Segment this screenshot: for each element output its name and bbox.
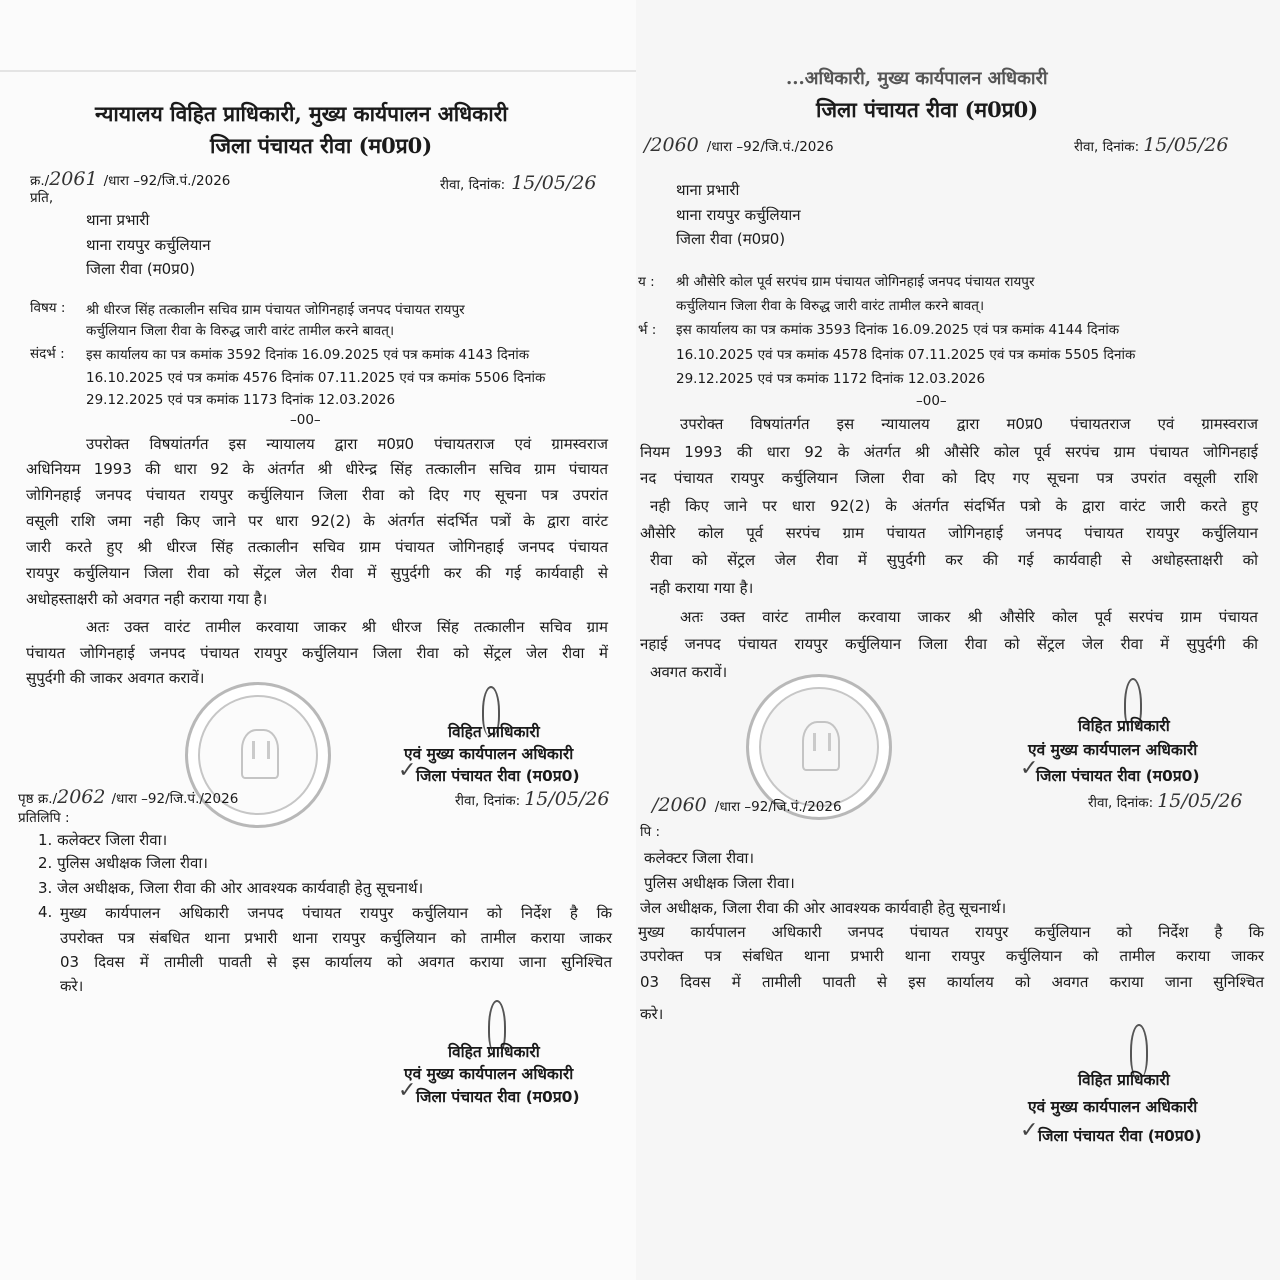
right-letter [636,0,1280,1280]
left-ref-number: क्र./2061 /धारा –92/जि.पं./2026 [30,168,231,190]
right-subject-line1: श्री औसेरि कोल पूर्व सरपंच ग्राम पंचायत जोगिनहाई जनपद पंचायत रायपुर [676,274,1035,290]
right-date: रीवा, दिनांक: 15/05/26 [1074,134,1229,156]
handwritten-ref-no: 2061 [49,168,98,190]
left-copy-item-4-line1: मुख्य कार्यपालन अधिकारी जनपद पंचायत रायपुर कर्चुलियान को निर्देश है कि [60,904,612,922]
right-addressee-1: थाना प्रभारी [676,181,740,199]
right-para1-line7: नही कराया गया है। [650,579,754,597]
left-copy-item-4-line2: उपरोक्त पत्र संबधित थाना प्रभारी थाना रायपुर कर्चुलियान को तामील कराया जाकर [60,929,612,947]
right-sign2-title3: जिला पंचायत रीवा (म0प्र0) [1038,1127,1202,1145]
right-copy-item-4-line3: 03 दिवस में तामीली पावती से इस कार्यालय को अवगत कराया जाना सुनिश्चित [640,973,1264,991]
handwritten-ref-no: /2060 [644,134,699,156]
left-sign2-title2: एवं मुख्य कार्यपालन अधिकारी [404,1065,574,1083]
left-copy-item-2: 2. पुलिस अधीक्षक जिला रीवा। [38,854,208,872]
left-para1-line7: अधोहस्ताक्षरी को अवगत नही कराया गया है। [26,590,268,608]
left-addressee-2: थाना रायपुर कर्चुलियान [86,236,211,254]
right-reference-line3: 29.12.2025 एवं पत्र कमांक 1172 दिनांक 12.03.2026 [676,371,986,387]
left-divider: –00– [290,412,321,428]
left-copy-item-1: 1. कलेक्टर जिला रीवा। [38,831,168,849]
handwritten-page-no: 2062 [57,786,106,808]
left-date: रीवा, दिनांक: 15/05/26 [440,172,597,194]
right-date2: रीवा, दिनांक: 15/05/26 [1088,790,1243,812]
left-sign-title1: विहित प्राधिकारी [448,723,540,741]
left-header-line2: जिला पंचायत रीवा (म0प्र0) [210,133,433,158]
left-subject-line2: कर्चुलियान जिला रीवा के विरुद्ध जारी वारंट तामील करने बावत्। [86,323,395,339]
left-header-line1: न्यायालय विहित प्राधिकारी, मुख्य कार्यपालन अधिकारी [95,101,508,126]
left-addressee-1: थाना प्रभारी [86,211,150,229]
left-para1-line4: वसूली राशि जमा नही किए जाने पर धारा 92(2) के अंतर्गत संदर्भित पत्रों के द्वारा वारंट [26,512,608,530]
left-para2-line1: अतः उक्त वारंट तामील करवाया जाकर श्री धीरज सिंह तत्कालीन सचिव ग्राम [86,618,608,636]
right-sign2-title2: एवं मुख्य कार्यपालन अधिकारी [1028,1098,1198,1116]
left-sign-title3: जिला पंचायत रीवा (म0प्र0) [416,767,580,785]
right-para2-line3: अवगत करावें। [650,663,728,681]
left-reference-line1: इस कार्यालय का पत्र कमांक 3592 दिनांक 16.09.2025 एवं पत्र कमांक 4143 दिनांक [86,347,530,363]
right-para1-line3: नद पंचायत रायपुर कर्चुलियान जिला रीवा को दिए गए सूचना पत्र उपरांत वसूली राशि [640,469,1258,487]
right-copy-item-4-line4: करे। [640,1005,664,1023]
left-reference-line2: 16.10.2025 एवं पत्र कमांक 4576 दिनांक 07.11.2025 एवं पत्र कमांक 5506 दिनांक [86,370,546,386]
right-para1-line2: नियम 1993 की धारा 92 के अंतर्गत श्री औसेरि कोल पूर्व सरपंच ग्राम पंचायत जोगिनहाई [640,443,1258,461]
right-subject-line2: कर्चुलियान जिला रीवा के विरुद्ध जारी वारंट तामील करने बावत्। [676,298,985,314]
right-copy-item-2: पुलिस अधीक्षक जिला रीवा। [644,874,795,892]
right-para1-line1: उपरोक्त विषयांतर्गत इस न्यायालय द्वारा म0प्र0 पंचायतराज एवं ग्रामस्वराज [680,415,1258,433]
right-copy-item-1: कलेक्टर जिला रीवा। [644,849,755,867]
signature-tick-2: ✓ [398,1078,417,1103]
left-sign2-title1: विहित प्राधिकारी [448,1043,540,1061]
left-date2: रीवा, दिनांक: 15/05/26 [455,788,610,810]
signature-tick: ✓ [398,758,417,783]
right-sign2-title1: विहित प्राधिकारी [1078,1071,1170,1089]
handwritten-date: 15/05/26 [511,172,597,194]
left-para1-line5: जारी करते हुए श्री धीरज सिंह तत्कालीन सचिव ग्राम पंचायत जोगिनहाई जनपद पंचायत [26,538,608,556]
left-addressee-3: जिला रीवा (म0प्र0) [86,260,196,278]
right-copy-item-3: जेल अधीक्षक, जिला रीवा की ओर आवश्यक कार्यवाही हेतु सूचनार्थ। [640,899,1007,917]
left-para1-line3: जोगिनहाई जनपद पंचायत रायपुर कर्चुलियान जिला रीवा को दिए गए सूचना पत्र उपरांत [26,486,608,504]
left-para1-line6: रायपुर कर्चुलियान जिला रीवा को सेंट्रल जेल रीवा में सुपुर्दगी कर की गई कार्यवाही से [26,564,608,582]
emblem-icon [241,729,279,779]
left-reference-line3: 29.12.2025 एवं पत्र कमांक 1173 दिनांक 12.03.2026 [86,392,396,408]
left-page-number: पृष्ठ क्र./2062 /धारा –92/जि.पं./2026 [18,786,239,808]
left-para2-line2: पंचायत जोगिनहाई जनपद पंचायत रायपुर कर्चुलियान जिला रीवा को सेंट्रल जेल रीवा में [26,644,608,662]
page-edge [0,70,640,72]
left-subject-label: विषय : [30,300,66,316]
handwritten-date2: 15/05/26 [524,788,610,810]
right-page-number: /2060 /धारा –92/जि.पं./2026 [652,794,842,816]
left-para1-line2: अधिनियम 1993 की धारा 92 के अंतर्गत श्री धीरेन्द्र सिंह तत्कालीन सचिव ग्राम पंचायत [26,460,608,478]
right-subject-label: य : [638,274,655,290]
left-reference-label: संदर्भ : [30,346,65,362]
handwritten-date: 15/05/26 [1143,134,1229,156]
right-para1-line6: रीवा को सेंट्रल जेल रीवा में सुपुर्दगी कर की गई कार्यवाही से अधोहस्ताक्षरी को [650,551,1258,569]
right-para1-line4: नही किए जाने पर धारा 92(2) के अंतर्गत संदर्भित पत्रो के द्वारा वारंट जारी करते हुए [650,497,1258,515]
left-copy-item-4-line3: 03 दिवस में तामीली पावती से इस कार्यालय को अवगत कराया जाना सुनिश्चित [60,953,612,971]
right-para2-line2: नहाई जनपद पंचायत रायपुर कर्चुलियान जिला रीवा को सेंट्रल जेल रीवा में सुपुर्दगी की [640,635,1258,653]
left-copy-item-3: 3. जेल अधीक्षक, जिला रीवा की ओर आवश्यक कार्यवाही हेतु सूचनार्थ। [38,879,424,897]
right-copy-item-4-line1: मुख्य कार्यपालन अधिकारी जनपद पंचायत रायपुर कर्चुलियान को निर्देश है कि [638,923,1264,941]
right-sign-title1: विहित प्राधिकारी [1078,717,1170,735]
right-sign-title3: जिला पंचायत रीवा (म0प्र0) [1036,767,1200,785]
handwritten-page-no: /2060 [652,794,707,816]
right-reference-line2: 16.10.2025 एवं पत्र कमांक 4578 दिनांक 07.11.2025 एवं पत्र कमांक 5505 दिनांक [676,347,1136,363]
left-para1-line1: उपरोक्त विषयांतर्गत इस न्यायालय द्वारा म0प्र0 पंचायतराज एवं ग्रामस्वराज [86,435,608,453]
left-para2-line3: सुपुर्दगी की जाकर अवगत करावें। [26,669,205,687]
right-para1-line5: औसेरि कोल पूर्व सरपंच ग्राम पंचायत जोगिनहाई जनपद पंचायत रायपुर कर्चुलियान [640,524,1258,542]
right-sign-title2: एवं मुख्य कार्यपालन अधिकारी [1028,741,1198,759]
left-sign2-title3: जिला पंचायत रीवा (म0प्र0) [416,1088,580,1106]
emblem-icon [802,721,840,771]
left-copy-item-4-num: 4. [38,903,53,921]
left-copy-item-4-line4: करे। [60,977,84,995]
right-para2-line1: अतः उक्त वारंट तामील करवाया जाकर श्री औसेरि कोल पूर्व सरपंच ग्राम पंचायत [680,608,1258,626]
signature-tick: ✓ [1020,756,1039,781]
left-sign-title2: एवं मुख्य कार्यपालन अधिकारी [404,745,574,763]
signature-tick-2: ✓ [1020,1118,1039,1143]
right-addressee-3: जिला रीवा (म0प्र0) [676,230,786,248]
left-prati: प्रति, [30,190,54,206]
right-addressee-2: थाना रायपुर कर्चुलियान [676,206,801,224]
right-reference-label: र्भ : [638,322,657,338]
right-header-line2: जिला पंचायत रीवा (म0प्र0) [816,97,1039,122]
left-subject-line1: श्री धीरज सिंह तत्कालीन सचिव ग्राम पंचायत जोगिनहाई जनपद पंचायत रायपुर [86,302,465,318]
right-ref-number: /2060 /धारा –92/जि.पं./2026 [644,134,834,156]
left-copy-to-label: प्रतिलिपि : [18,810,70,826]
right-copy-item-4-line2: उपरोक्त पत्र संबधित थाना प्रभारी थाना रायपुर कर्चुलियान को तामील कराया जाकर [640,947,1264,965]
right-copy-to-label: पि : [640,824,661,840]
handwritten-date2: 15/05/26 [1157,790,1243,812]
right-reference-line1: इस कार्यालय का पत्र कमांक 3593 दिनांक 16.09.2025 एवं पत्र कमांक 4144 दिनांक [676,322,1120,338]
right-divider: –00– [916,393,947,409]
right-header-line1: ...अधिकारी, मुख्य कार्यपालन अधिकारी [786,68,1048,89]
